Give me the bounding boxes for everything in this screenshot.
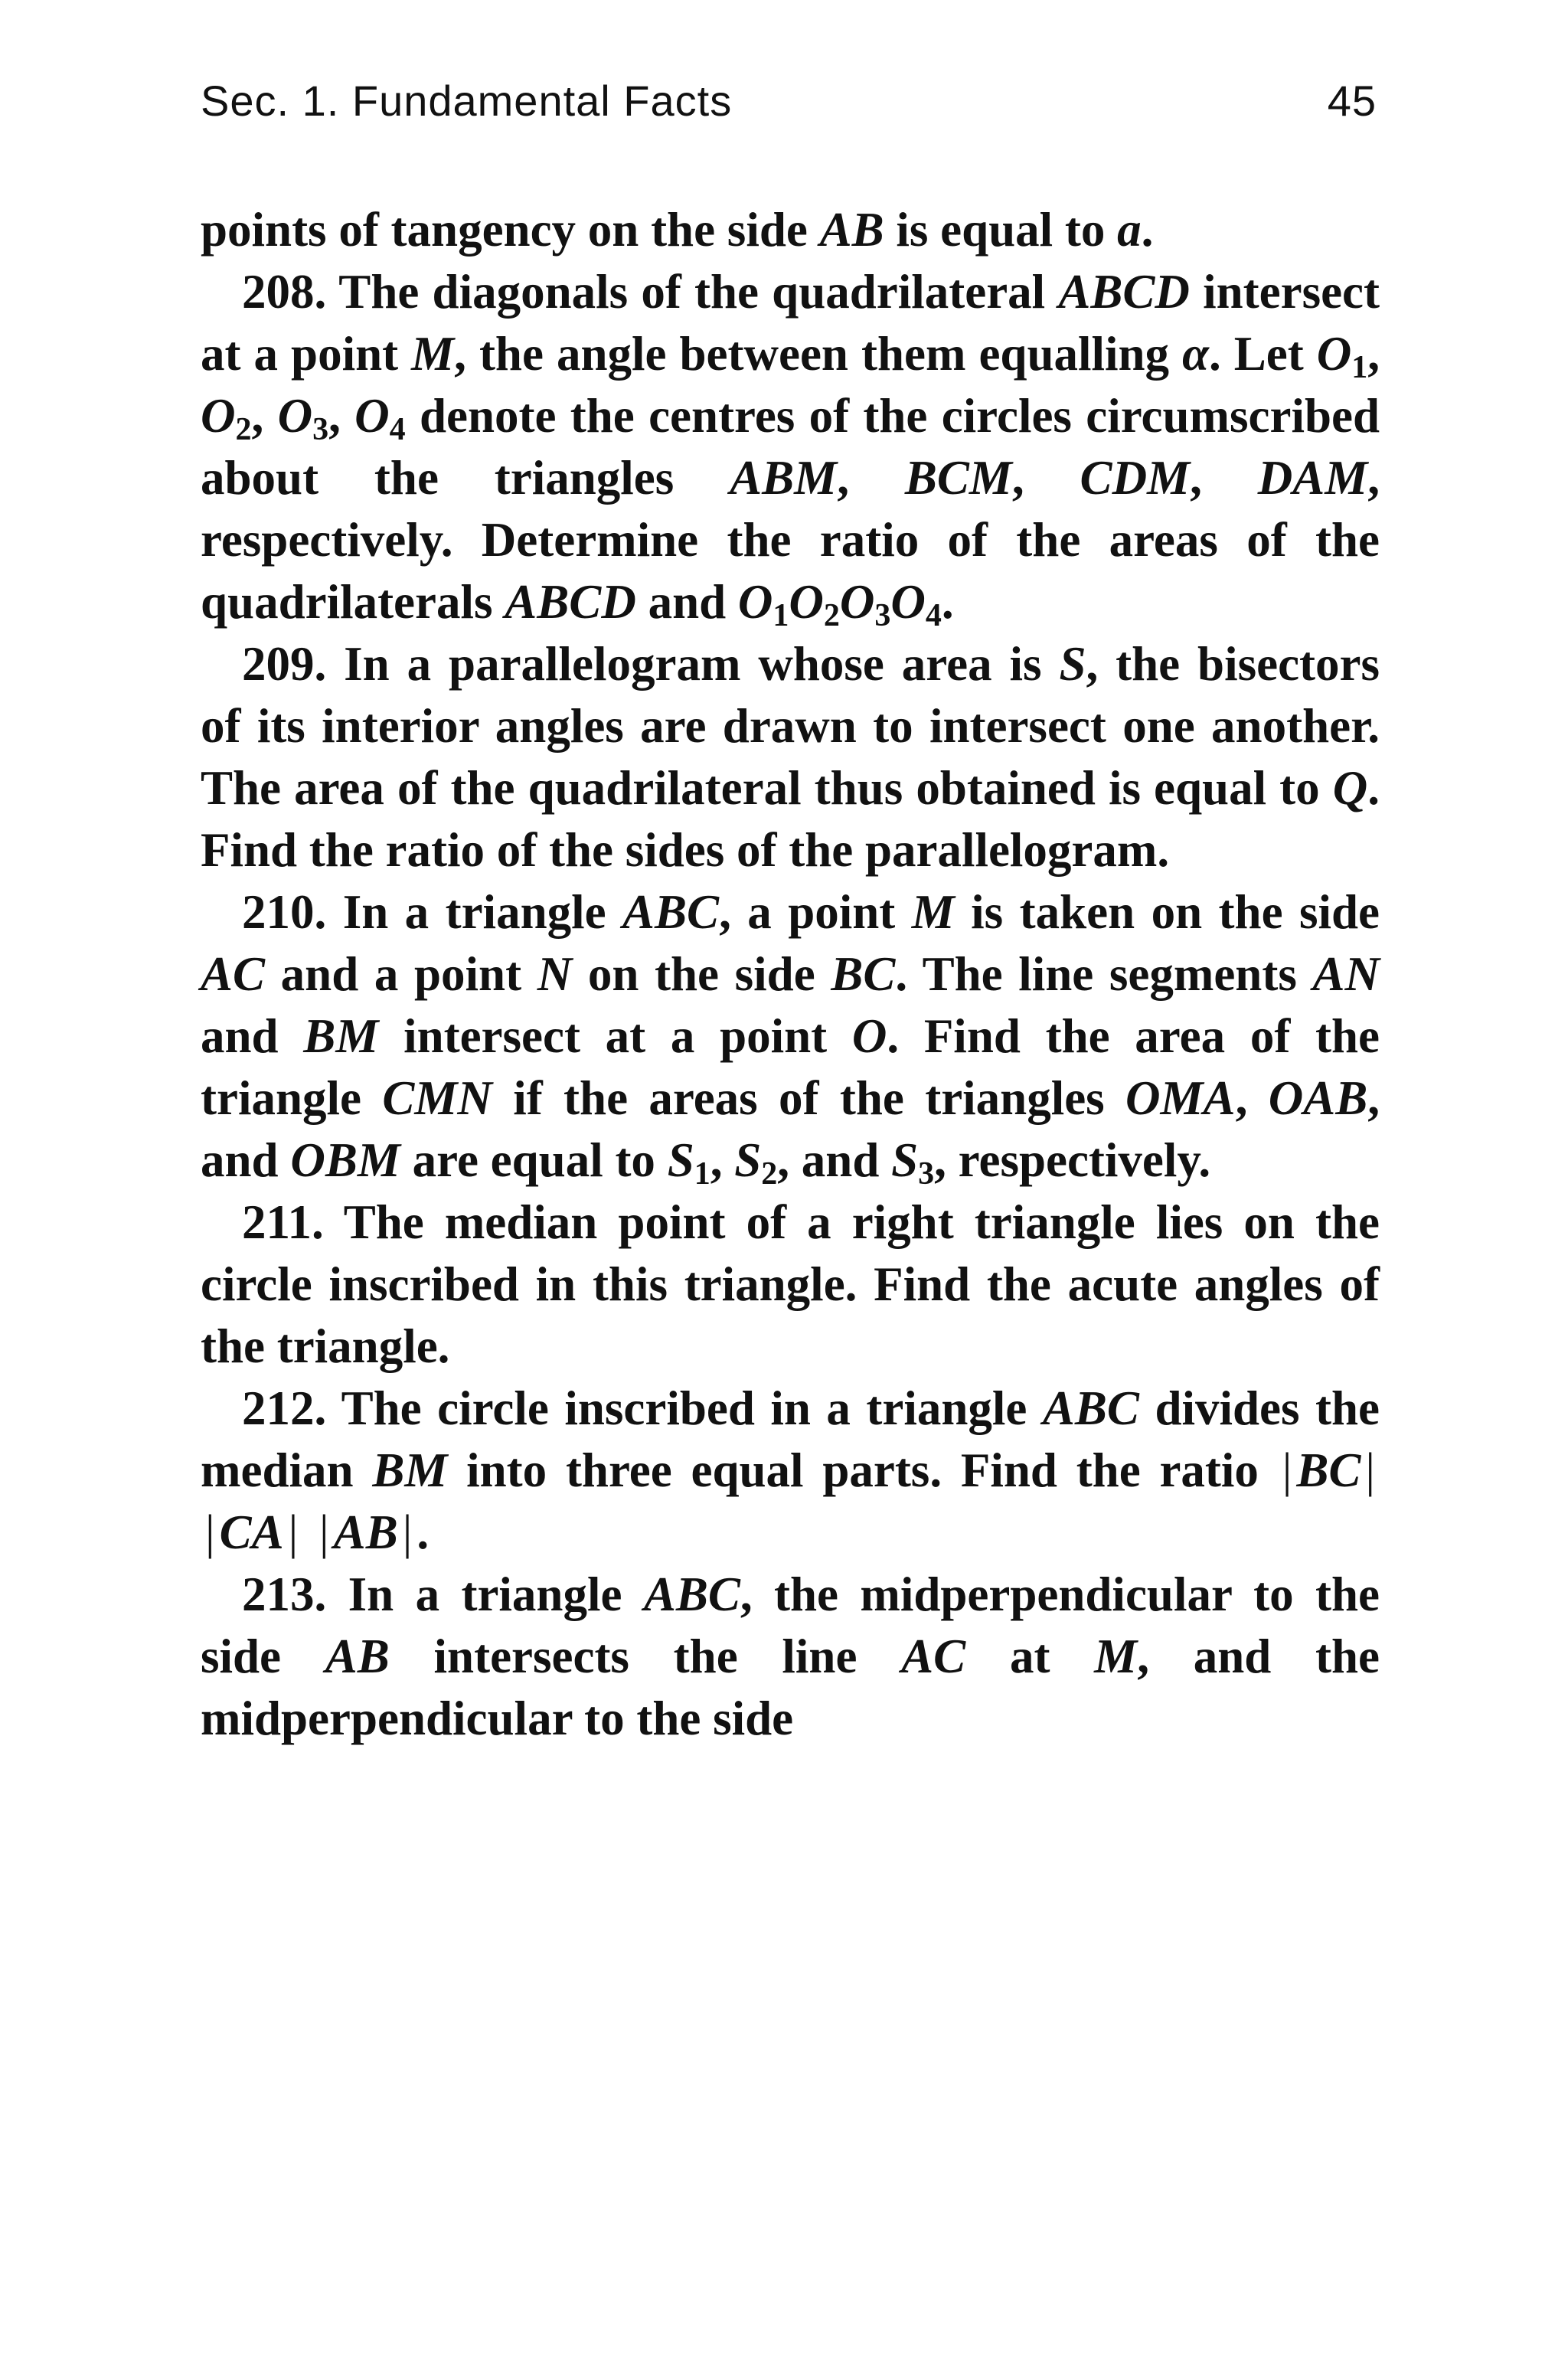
text-run: , xyxy=(1011,451,1080,505)
subscript: 2 xyxy=(823,598,840,633)
text-run: is taken on the side xyxy=(954,885,1380,939)
math-variable: BM xyxy=(303,1009,379,1063)
math-variable: M xyxy=(911,885,955,939)
text-run: , xyxy=(1235,1071,1269,1125)
math-variable: O xyxy=(737,575,773,629)
absolute-bar: | xyxy=(205,1505,215,1559)
problem-208 xyxy=(201,261,1380,633)
text-run: and a point xyxy=(265,947,537,1001)
text-run: In a triangle xyxy=(326,1568,644,1621)
math-variable: S xyxy=(667,1133,694,1187)
math-variable: S xyxy=(891,1133,919,1187)
math-variable: N xyxy=(537,947,573,1001)
absolute-bar: | xyxy=(1282,1443,1292,1497)
math-variable: OBM xyxy=(290,1133,400,1187)
problem-number: 208. xyxy=(242,265,327,319)
problem-211 xyxy=(201,1192,1380,1378)
text-run: , and xyxy=(201,1071,1380,1187)
text-run: divides the median xyxy=(201,1381,1380,1497)
problem-213 xyxy=(201,1564,1380,1750)
problem-number: 209. xyxy=(242,637,327,691)
continued-paragraph xyxy=(201,199,1380,261)
subscript: 1 xyxy=(1351,350,1368,385)
running-head xyxy=(201,74,1380,129)
subscript: 3 xyxy=(918,1156,935,1192)
problem-number: 211. xyxy=(242,1195,324,1249)
math-variable: O xyxy=(277,389,313,443)
problem-number: 212. xyxy=(242,1381,327,1435)
text-run: , respectively. Determine the ratio of the areas of the quadrilaterals xyxy=(201,451,1380,629)
text-run: , a point xyxy=(719,885,912,939)
text-run: The diagonals of the quadrilateral xyxy=(326,265,1059,319)
subscript: 1 xyxy=(694,1156,710,1192)
math-variable: ABM xyxy=(730,451,838,505)
text-run: , xyxy=(1190,451,1258,505)
math-variable: α xyxy=(1182,327,1209,381)
text-run: . The line segments xyxy=(895,947,1313,1001)
math-variable: M xyxy=(1094,1630,1138,1683)
math-variable: AB xyxy=(819,203,884,257)
math-variable: ABCD xyxy=(505,575,636,629)
text-run: . xyxy=(416,1505,430,1559)
subscript: 4 xyxy=(925,598,942,633)
text-run: into three equal parts. Find the ratio xyxy=(447,1443,1278,1497)
text-run: , xyxy=(251,389,278,443)
text-run: The median point of a right triangle lies on the circle inscribed in this triangle. Find the acute angles of the triangle. xyxy=(201,1195,1380,1373)
text-run: . Find the ratio of the sides of the parallelogram. xyxy=(201,761,1380,877)
math-variable: O xyxy=(890,575,926,629)
subscript: 3 xyxy=(312,412,329,447)
text-run: . xyxy=(1141,203,1154,257)
math-variable: S xyxy=(1059,637,1086,691)
math-variable: OAB xyxy=(1268,1071,1368,1125)
page-body xyxy=(201,199,1380,1750)
math-variable: BM xyxy=(372,1443,448,1497)
problem-210 xyxy=(201,881,1380,1192)
section-title: Sec. 1. Fundamental Facts xyxy=(201,77,733,125)
text-run: , the midperpendicular to the side xyxy=(201,1568,1380,1683)
math-variable: AC xyxy=(901,1630,966,1683)
text-run: points of tangency on the side xyxy=(201,203,820,257)
math-variable: M xyxy=(411,327,455,381)
text-run: . xyxy=(941,575,954,629)
text-run: if the areas of the triangles xyxy=(492,1071,1126,1125)
problem-209 xyxy=(201,633,1380,881)
subscript: 3 xyxy=(874,598,891,633)
text-run: and xyxy=(635,575,738,629)
math-variable: O xyxy=(851,1009,887,1063)
text-run: . Find the area of the triangle xyxy=(201,1009,1380,1125)
math-variable: AC xyxy=(201,947,266,1001)
math-variable: BCM xyxy=(904,451,1012,505)
text-run: , xyxy=(710,1133,735,1187)
math-variable: a xyxy=(1117,203,1142,257)
text-run: denote the centres of the circles circumscribed about the triangles xyxy=(201,389,1380,505)
problem-number: 213. xyxy=(242,1568,327,1621)
text-run: intersect at a point xyxy=(201,265,1380,381)
text-run: at xyxy=(965,1630,1095,1683)
absolute-bar: | xyxy=(319,1505,329,1559)
text-run: , xyxy=(328,389,355,443)
problem-212 xyxy=(201,1378,1380,1564)
math-variable: O xyxy=(201,389,236,443)
text-run: The circle inscribed in a triangle xyxy=(326,1381,1043,1435)
text-run: , the angle between them equalling xyxy=(454,327,1183,381)
math-variable: S xyxy=(734,1133,762,1187)
subscript: 2 xyxy=(235,412,252,447)
math-variable: CMN xyxy=(382,1071,492,1125)
math-variable: DAM xyxy=(1257,451,1368,505)
text-run: In a parallelogram whose area is xyxy=(326,637,1060,691)
math-variable: O xyxy=(1316,327,1352,381)
page-number: 45 xyxy=(1327,77,1377,125)
math-variable: OMA xyxy=(1125,1071,1236,1125)
problem-number: 210. xyxy=(242,885,327,939)
math-variable: CDM xyxy=(1080,451,1191,505)
absolute-bar: | xyxy=(402,1505,413,1559)
text-run: , respectively. xyxy=(934,1133,1211,1187)
book-page xyxy=(201,74,1380,1750)
subscript: 1 xyxy=(773,598,789,633)
text-run: , and xyxy=(777,1133,892,1187)
absolute-bar: | xyxy=(288,1505,299,1559)
text-run: is equal to xyxy=(884,203,1118,257)
absolute-bar: | xyxy=(1365,1443,1375,1497)
text-run: are equal to xyxy=(400,1133,668,1187)
math-variable: ABC xyxy=(643,1568,740,1621)
math-variable: Q xyxy=(1332,761,1368,815)
subscript: 4 xyxy=(389,412,406,447)
math-variable: BC xyxy=(1296,1443,1361,1497)
math-variable: O xyxy=(789,575,824,629)
text-run: intersects the line xyxy=(389,1630,902,1683)
text-run: , xyxy=(1367,327,1380,381)
text-run: . Let xyxy=(1208,327,1317,381)
text-run: , and the midperpendicular to the side xyxy=(201,1630,1380,1745)
math-variable: BC xyxy=(831,947,896,1001)
math-variable: O xyxy=(839,575,875,629)
text-run: and xyxy=(201,1009,304,1063)
math-variable: ABC xyxy=(622,885,720,939)
math-variable: AB xyxy=(333,1505,398,1559)
text-run: , xyxy=(837,451,905,505)
text-run: on the side xyxy=(572,947,831,1001)
math-variable: AN xyxy=(1312,947,1380,1001)
math-variable: CA xyxy=(219,1505,284,1559)
subscript: 2 xyxy=(761,1156,778,1192)
math-variable: ABC xyxy=(1042,1381,1139,1435)
text-run: In a triangle xyxy=(326,885,623,939)
math-variable: ABCD xyxy=(1058,265,1190,319)
math-variable: AB xyxy=(325,1630,390,1683)
math-variable: O xyxy=(354,389,390,443)
text-run: , the bisectors of its interior angles are drawn to intersect one another. The area of the quadrilateral thus obtained is equal to xyxy=(201,637,1380,815)
text-run: intersect at a point xyxy=(378,1009,852,1063)
